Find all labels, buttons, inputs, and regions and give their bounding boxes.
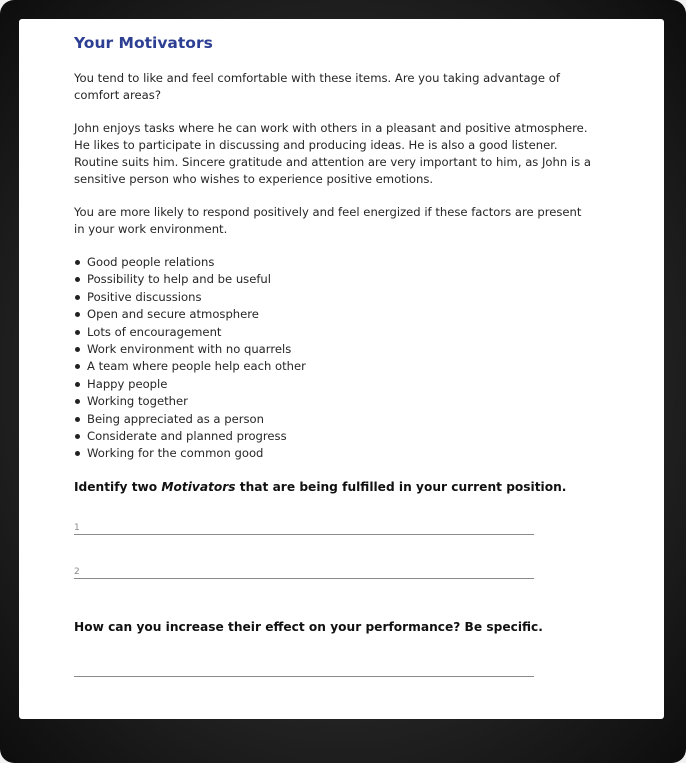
list-item-text: Positive discussions bbox=[87, 289, 202, 304]
list-item-text: Good people relations bbox=[87, 255, 215, 269]
list-item bbox=[74, 358, 594, 375]
document-page bbox=[19, 19, 664, 719]
list-item-text: A team where people help each other bbox=[87, 359, 306, 374]
answer-field-2[interactable] bbox=[74, 562, 534, 579]
list-item bbox=[74, 376, 594, 393]
list-item-text: Working together bbox=[87, 394, 188, 409]
question-emphasis: Motivators bbox=[161, 479, 236, 494]
list-item-text: Working for the common good bbox=[87, 446, 264, 461]
bullet-icon bbox=[75, 330, 80, 335]
question-increase-effect: How can you increase their effect on your performance? Be specific. bbox=[74, 619, 543, 634]
list-item-text: Being appreciated as a person bbox=[87, 411, 264, 426]
bullet-icon bbox=[75, 295, 80, 300]
bullet-icon bbox=[75, 434, 80, 439]
bullet-icon bbox=[75, 399, 80, 404]
list-item-text: Lots of encouragement bbox=[87, 324, 222, 339]
list-item bbox=[74, 289, 594, 306]
list-item bbox=[74, 306, 594, 323]
list-item-text: Open and secure atmosphere bbox=[87, 307, 259, 322]
bullet-icon bbox=[75, 417, 80, 422]
list-item bbox=[74, 324, 594, 341]
answer-field-1[interactable] bbox=[74, 518, 534, 535]
bullet-icon bbox=[75, 382, 80, 387]
list-item-text: Possibility to help and be useful bbox=[87, 272, 272, 287]
list-item-text: Work environment with no quarrels bbox=[87, 342, 292, 357]
list-item-text: Considerate and planned progress bbox=[87, 429, 287, 444]
lead-in-paragraph: You are more likely to respond positively and feel energized if these factors are present in your work environment. bbox=[74, 205, 582, 236]
list-item bbox=[74, 271, 594, 288]
list-item-text: Happy people bbox=[87, 376, 168, 391]
question-identify-motivators bbox=[74, 479, 594, 496]
answer-number: 2 bbox=[74, 566, 80, 577]
bullet-icon bbox=[75, 364, 80, 369]
answer-number: 1 bbox=[74, 522, 80, 533]
list-item bbox=[74, 393, 594, 410]
bullet-icon bbox=[75, 277, 80, 282]
list-item bbox=[74, 341, 594, 358]
bullet-icon bbox=[75, 347, 80, 352]
bullet-icon bbox=[75, 312, 80, 317]
answer-field-3[interactable] bbox=[74, 660, 534, 677]
list-item bbox=[74, 411, 594, 428]
intro-paragraph: You tend to like and feel comfortable with these items. Are you taking advantage of comfort areas? bbox=[74, 71, 560, 102]
bullet-icon bbox=[75, 260, 80, 265]
question-text-after: that are being fulfilled in your current position. bbox=[235, 479, 567, 494]
page-title: Your Motivators bbox=[74, 34, 213, 52]
document-content bbox=[74, 33, 594, 677]
list-item bbox=[74, 428, 594, 445]
list-item bbox=[74, 445, 594, 462]
list-item bbox=[74, 254, 594, 271]
motivators-list bbox=[74, 254, 594, 463]
question-text-before: Identify two bbox=[74, 479, 162, 494]
bullet-icon bbox=[75, 451, 80, 456]
description-paragraph: John enjoys tasks where he can work with others in a pleasant and positive atmosphere. He likes to participate in discussing and producing ideas. He is also a good listener. Routine suits him. Sincere gratitude and attention are very important to him, as John is a sensitive person who wishes to experience positive emotions. bbox=[74, 121, 591, 186]
